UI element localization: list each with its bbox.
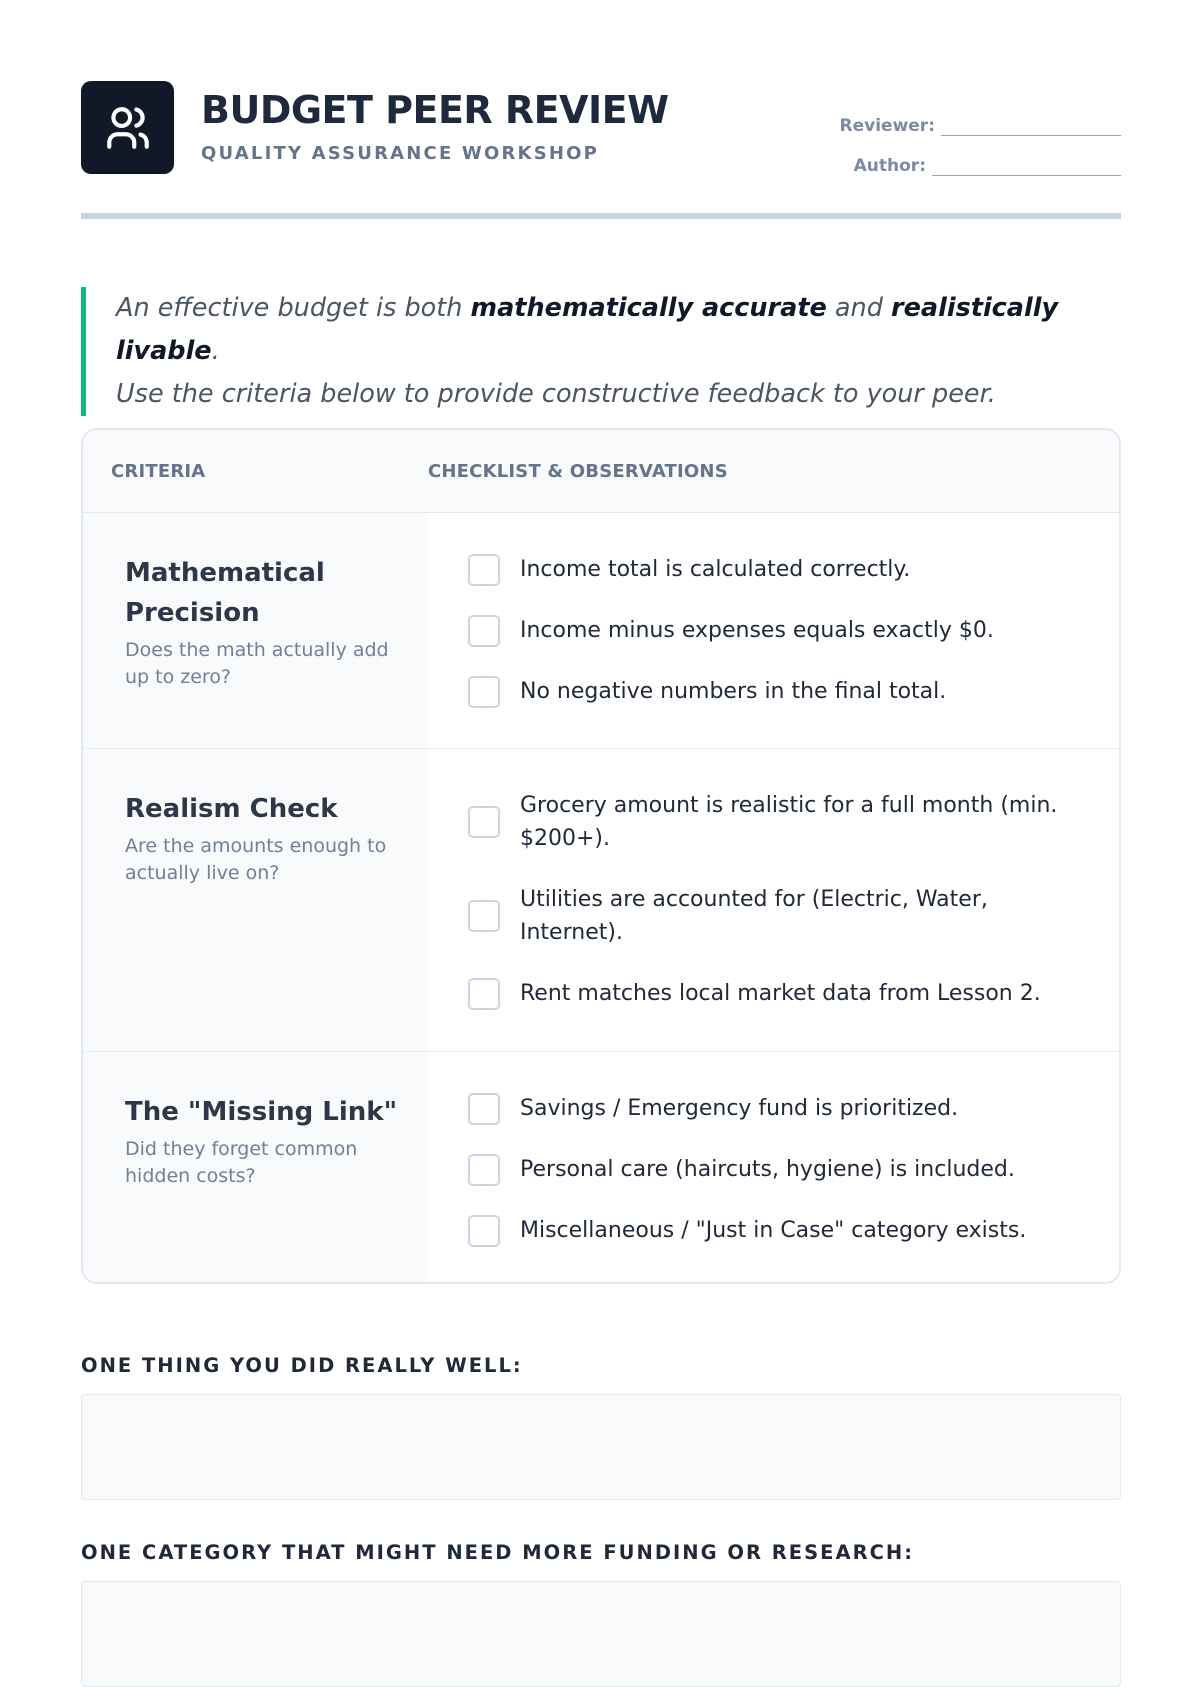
table-header (83, 430, 1119, 513)
checklist-item[interactable]: Grocery amount is realistic for a full month (min. $200+). (468, 789, 1079, 855)
checklist-item[interactable]: Income minus expenses equals exactly $0. (468, 614, 1079, 647)
checkbox[interactable] (468, 900, 500, 932)
feedback-well-input[interactable] (81, 1394, 1121, 1500)
criteria-subtitle: Are the amounts enough to actually live on? (125, 835, 387, 884)
checkbox[interactable] (468, 676, 500, 708)
col-criteria: CRITERIA (111, 460, 206, 482)
checkbox[interactable] (468, 806, 500, 838)
checklist-cell (428, 749, 1119, 1051)
criteria-title: The "Missing Link" (125, 1097, 398, 1127)
header (81, 0, 1121, 219)
checkbox[interactable] (468, 615, 500, 647)
worksheet-page (81, 0, 1121, 1564)
criteria-cell (83, 513, 428, 748)
col-checklist: CHECKLIST & OBSERVATIONS (428, 460, 728, 482)
feedback-improve-label: ONE CATEGORY THAT MIGHT NEED MORE FUNDING OR RESEARCH: (81, 1541, 915, 1564)
author-field[interactable] (840, 136, 1121, 176)
criteria-table (81, 428, 1121, 1284)
page-title: BUDGET PEER REVIEW (201, 88, 669, 132)
table-row (83, 749, 1119, 1052)
checklist-item[interactable]: No negative numbers in the final total. (468, 675, 1079, 708)
checklist-item[interactable]: Miscellaneous / "Just in Case" category exists. (468, 1214, 1079, 1247)
header-divider (81, 213, 1121, 219)
intro-line-1: An effective budget is both mathematically accurate and realistically livable. (116, 293, 1059, 366)
criteria-cell (83, 1052, 428, 1284)
checkbox[interactable] (468, 1154, 500, 1186)
criteria-cell (83, 749, 428, 1051)
author-label: Author: (853, 156, 926, 176)
reviewer-field[interactable] (840, 96, 1121, 136)
intro-callout (81, 287, 1121, 416)
criteria-subtitle: Does the math actually add up to zero? (125, 639, 389, 688)
author-line[interactable] (932, 157, 1121, 176)
reviewer-line[interactable] (941, 117, 1121, 136)
users-icon (81, 81, 174, 174)
feedback-well-label: ONE THING YOU DID REALLY WELL: (81, 1354, 523, 1377)
table-row (83, 513, 1119, 749)
page-subtitle: QUALITY ASSURANCE WORKSHOP (201, 143, 600, 164)
reviewer-label: Reviewer: (839, 116, 935, 136)
checklist-item[interactable]: Income total is calculated correctly. (468, 553, 1079, 586)
checklist-item[interactable]: Personal care (haircuts, hygiene) is included. (468, 1153, 1079, 1186)
checkbox[interactable] (468, 554, 500, 586)
checklist-cell (428, 513, 1119, 748)
checkbox[interactable] (468, 1215, 500, 1247)
checklist-cell (428, 1052, 1119, 1284)
table-row (83, 1052, 1119, 1284)
criteria-title: Mathematical Precision (125, 558, 325, 628)
feedback-improve-input[interactable] (81, 1581, 1121, 1687)
intro-line-2: Use the criteria below to provide constructive feedback to your peer. (116, 379, 996, 409)
checklist-item[interactable]: Utilities are accounted for (Electric, Water, Internet). (468, 883, 1079, 949)
criteria-title: Realism Check (125, 794, 338, 824)
criteria-subtitle: Did they forget common hidden costs? (125, 1138, 358, 1187)
checkbox[interactable] (468, 1093, 500, 1125)
checklist-item[interactable]: Rent matches local market data from Lesson 2. (468, 977, 1079, 1010)
checklist-item[interactable]: Savings / Emergency fund is prioritized. (468, 1092, 1079, 1125)
checkbox[interactable] (468, 978, 500, 1010)
meta-fields (840, 96, 1121, 176)
